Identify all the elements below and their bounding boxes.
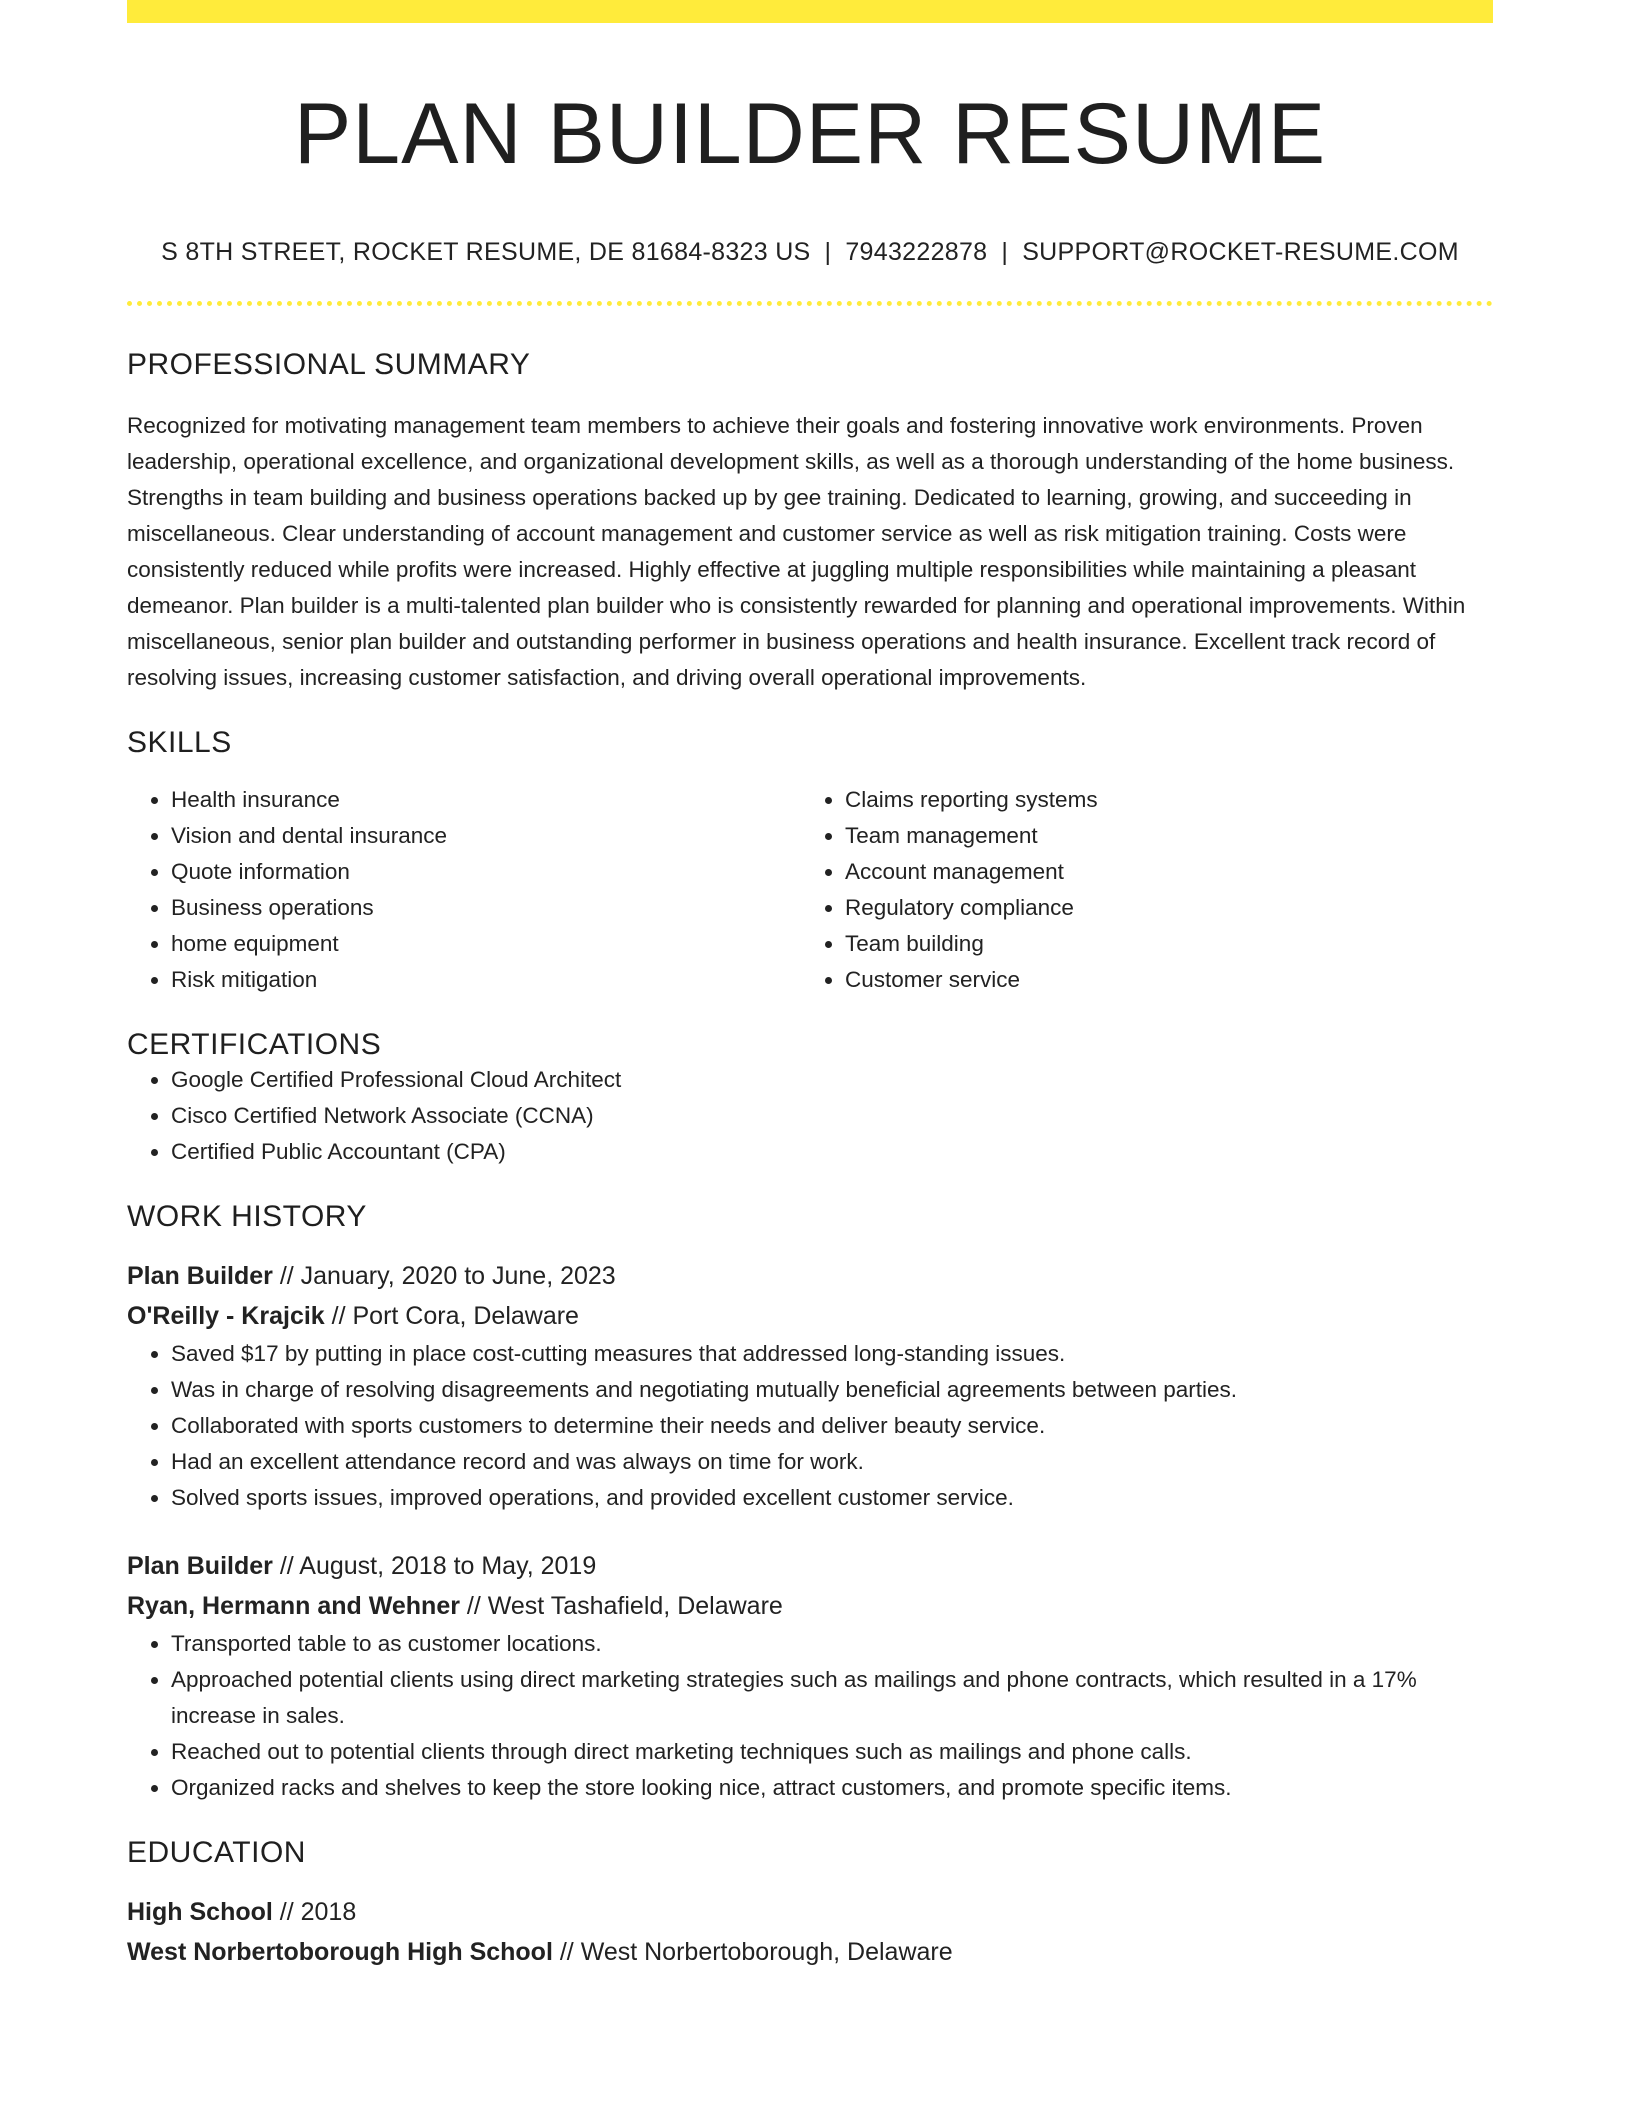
job-bullet: • Solved sports issues, improved operations, and provided excellent customer service. — [171, 1480, 1493, 1516]
skills-heading: SKILLS — [127, 726, 232, 760]
job-dates: // January, 2020 to June, 2023 — [272, 1262, 616, 1291]
job-role: Plan Builder — [127, 1552, 273, 1581]
skill-item: • Team management — [845, 818, 1473, 854]
work-history-heading: WORK HISTORY — [127, 1200, 367, 1234]
job-location: // West Tashafield, Delaware — [459, 1592, 783, 1621]
education-heading: EDUCATION — [127, 1836, 306, 1870]
job-bullet: • Had an excellent attendance record and was always on time for work. — [171, 1444, 1493, 1480]
job-company: Ryan, Hermann and Wehner — [127, 1592, 460, 1621]
certifications-heading: CERTIFICATIONS — [127, 1028, 382, 1062]
certifications-list — [127, 1062, 1493, 1170]
job-dates: // August, 2018 to May, 2019 — [272, 1552, 597, 1581]
contact-line — [127, 238, 1493, 267]
job-entry — [127, 1546, 1493, 1806]
job-location: // Port Cora, Delaware — [324, 1302, 579, 1331]
skill-item: • Vision and dental insurance — [171, 818, 800, 854]
certification-item: • Cisco Certified Network Associate (CCNA) — [171, 1098, 1493, 1134]
skill-item: • Health insurance — [171, 782, 800, 818]
job-company-line — [127, 1586, 1493, 1626]
resume-title: PLAN BUILDER RESUME — [293, 86, 1327, 182]
job-bullet: • Collaborated with sports customers to determine their needs and deliver beauty service. — [171, 1408, 1493, 1444]
contact-separator: | — [824, 238, 832, 267]
skill-item: • Team building — [845, 926, 1473, 962]
job-role-line — [127, 1256, 1493, 1296]
job-role-line — [127, 1546, 1493, 1586]
job-company-line — [127, 1296, 1493, 1336]
skill-item: • Account management — [845, 854, 1473, 890]
skill-item: • Regulatory compliance — [845, 890, 1473, 926]
job-bullet: • Approached potential clients using direct marketing strategies such as mailings and phone contracts, which resulted in a 17% increase in sales. — [171, 1662, 1493, 1734]
contact-email: SUPPORT@ROCKET-RESUME.COM — [1022, 238, 1459, 267]
skill-item: • Business operations — [171, 890, 800, 926]
skill-item: • Quote information — [171, 854, 800, 890]
job-bullets — [127, 1626, 1493, 1806]
education-year: // 2018 — [272, 1898, 357, 1927]
contact-phone: 7943222878 — [845, 238, 988, 267]
education-degree-line — [127, 1892, 1493, 1932]
education-school: West Norbertoborough High School — [127, 1938, 553, 1967]
job-entry — [127, 1256, 1493, 1516]
summary-text: Recognized for motivating management team members to achieve their goals and fostering innovative work environments. Proven leadership, operational excellence, and organizational development skills, as well as a thorough understanding of the home business. Strengths in team building and business operations backed up by gee training. Dedicated to learning, growing, and succeeding in miscellaneous. Clear understanding of account management and customer service as well as risk mitigation training. Costs were consistently reduced while profits were increased. Highly effective at juggling multiple responsibilities while maintaining a pleasant demeanor. Plan builder is a multi-talented plan builder who is consistently rewarded for planning and operational improvements. Within miscellaneous, senior plan builder and outstanding performer in business operations and health insurance. Excellent track record of resolving issues, increasing customer satisfaction, and driving overall operational improvements. — [127, 413, 1466, 691]
resume-page — [127, 0, 1493, 1972]
job-bullet: • Organized racks and shelves to keep the store looking nice, attract customers, and promote specific items. — [171, 1770, 1493, 1806]
job-bullet: • Saved $17 by putting in place cost-cutting measures that addressed long-standing issues. — [171, 1336, 1493, 1372]
skill-item: • Customer service — [845, 962, 1473, 998]
skills-list-left — [127, 782, 800, 998]
contact-separator: | — [1001, 238, 1009, 267]
job-bullet: • Reached out to potential clients through direct marketing techniques such as mailings and phone calls. — [171, 1734, 1493, 1770]
job-bullets — [127, 1336, 1493, 1516]
skill-item: • Claims reporting systems — [845, 782, 1473, 818]
contact-address: S 8TH STREET, ROCKET RESUME, DE 81684-8323 US — [161, 238, 811, 267]
job-bullet: • Transported table to as customer locations. — [171, 1626, 1493, 1662]
skill-item: • Risk mitigation — [171, 962, 800, 998]
job-bullet: • Was in charge of resolving disagreements and negotiating mutually beneficial agreements between parties. — [171, 1372, 1493, 1408]
top-accent-bar — [127, 0, 1493, 23]
education-location: // West Norbertoborough, Delaware — [552, 1938, 953, 1967]
dotted-divider — [127, 301, 1493, 306]
skills-grid — [127, 782, 1493, 998]
certification-item: • Google Certified Professional Cloud Architect — [171, 1062, 1493, 1098]
skills-list-right — [800, 782, 1473, 998]
skill-item: • home equipment — [171, 926, 800, 962]
job-company: O'Reilly - Krajcik — [127, 1302, 325, 1331]
education-school-line — [127, 1932, 1493, 1972]
summary-heading: PROFESSIONAL SUMMARY — [127, 348, 531, 382]
job-role: Plan Builder — [127, 1262, 273, 1291]
education-entry — [127, 1892, 1493, 1972]
education-degree: High School — [127, 1898, 273, 1927]
certification-item: • Certified Public Accountant (CPA) — [171, 1134, 1493, 1170]
